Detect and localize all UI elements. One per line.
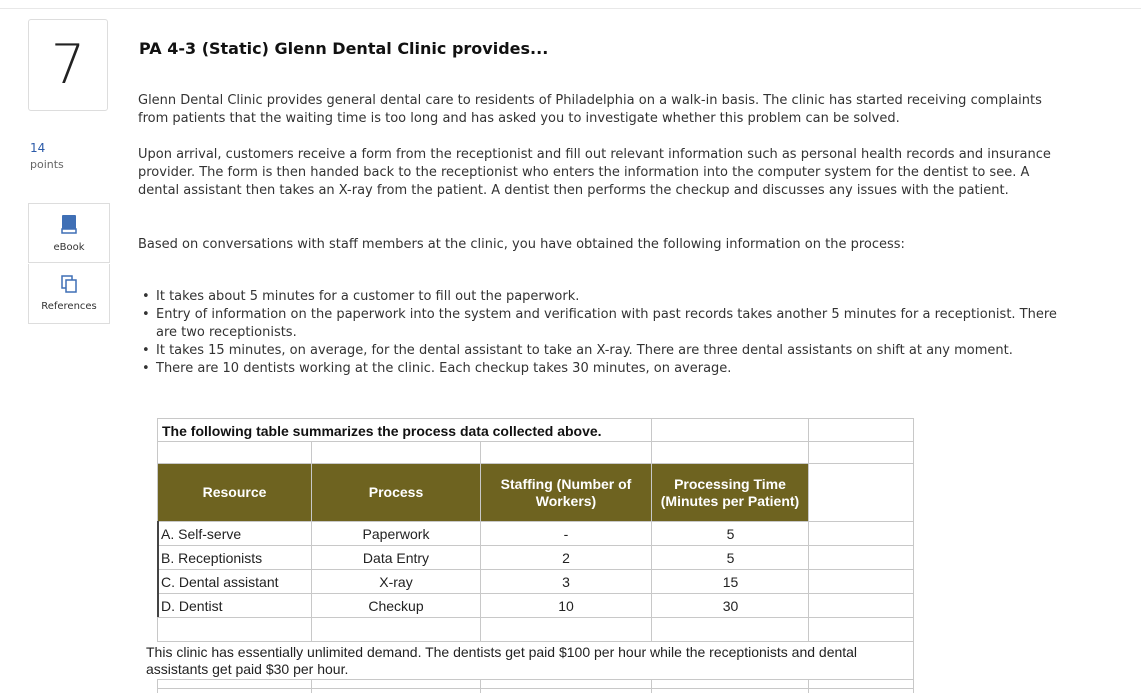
cell-staffing: 10 (558, 598, 574, 614)
references-button[interactable] (28, 264, 110, 324)
cell-time: 5 (726, 550, 735, 566)
cell-staffing: 2 (562, 550, 570, 566)
ebook-label: eBook (53, 241, 85, 253)
grid-line (157, 441, 914, 442)
cell-resource: D. Dentist (161, 598, 223, 614)
header-resource: Resource (158, 464, 312, 521)
question-number-box (28, 19, 108, 111)
list-item: • It takes about 5 minutes for a customer to fill out the paperwork. (138, 288, 1073, 306)
cell-process: Data Entry (362, 550, 430, 566)
cell-process: Paperwork (362, 526, 430, 542)
book-icon (61, 214, 77, 238)
header-process: Process (312, 464, 481, 521)
points-value: 14 (30, 141, 46, 155)
question-number: 7 (50, 33, 86, 96)
cell-staffing: 3 (562, 574, 570, 590)
grid-line (157, 679, 914, 680)
demand-note: This clinic has essentially unlimited demand. The dentists get paid $100 per hour while the receptionists and dental assistants get paid $30 per hour. (146, 644, 858, 677)
header-staffing: Staffing (Number of Workers) (481, 464, 652, 521)
cell-resource: C. Dental assistant (161, 574, 279, 590)
list-item: • It takes 15 minutes, on average, for the dental assistant to take an X-ray. There are three dental assistants on shift at any moment. (138, 342, 1073, 360)
header-processing-time: Processing Time (Minutes per Patient) (652, 464, 809, 521)
references-label: References (41, 301, 97, 312)
table-title: The following table summarizes the process data collected above. (162, 423, 602, 439)
cell-resource: A. Self-serve (161, 526, 242, 542)
top-divider (0, 8, 1141, 9)
process-data-table (142, 418, 914, 693)
cell-time: 5 (726, 526, 735, 542)
info-paragraph: Based on conversations with staff members at the clinic, you have obtained the following information on the process: (138, 237, 905, 252)
grid-line (157, 688, 914, 689)
points-label: points (30, 158, 64, 171)
table-left-border (157, 521, 159, 617)
intro-paragraph: Glenn Dental Clinic provides general dental care to residents of Philadelphia on a walk-in basis. The clinic has started receiving complaints from patients that the waiting time is too long and has asked you to investigate whether this problem can be solved. (138, 93, 1042, 126)
cell-time: 30 (722, 598, 739, 614)
ebook-button[interactable] (28, 203, 110, 263)
documents-icon (61, 275, 77, 297)
process-paragraph: Upon arrival, customers receive a form from the receptionist and fill out relevant information such as personal health records and insurance provider. The form is then handed back to the receptionist who enters the information into the computer system for the dentist to see. A dental assistant then takes an X-ray from the patient. A dentist then performs the checkup and discusses any issues with the patient. (138, 147, 1051, 198)
question-title: PA 4-3 (Static) Glenn Dental Clinic provides... (139, 39, 549, 58)
cell-process: Checkup (368, 598, 424, 614)
cell-time: 15 (722, 574, 739, 590)
cell-staffing: - (563, 526, 569, 542)
cell-resource: B. Receptionists (161, 550, 263, 566)
list-item: • Entry of information on the paperwork into the system and verification with past records takes another 5 minutes for a receptionist. There are two receptionists. (138, 306, 1073, 342)
cell-process: X-ray (379, 574, 413, 590)
list-item: • There are 10 dentists working at the clinic. Each checkup takes 30 minutes, on average. (138, 360, 1073, 378)
process-info-list (138, 288, 1073, 378)
grid-line (913, 418, 914, 693)
